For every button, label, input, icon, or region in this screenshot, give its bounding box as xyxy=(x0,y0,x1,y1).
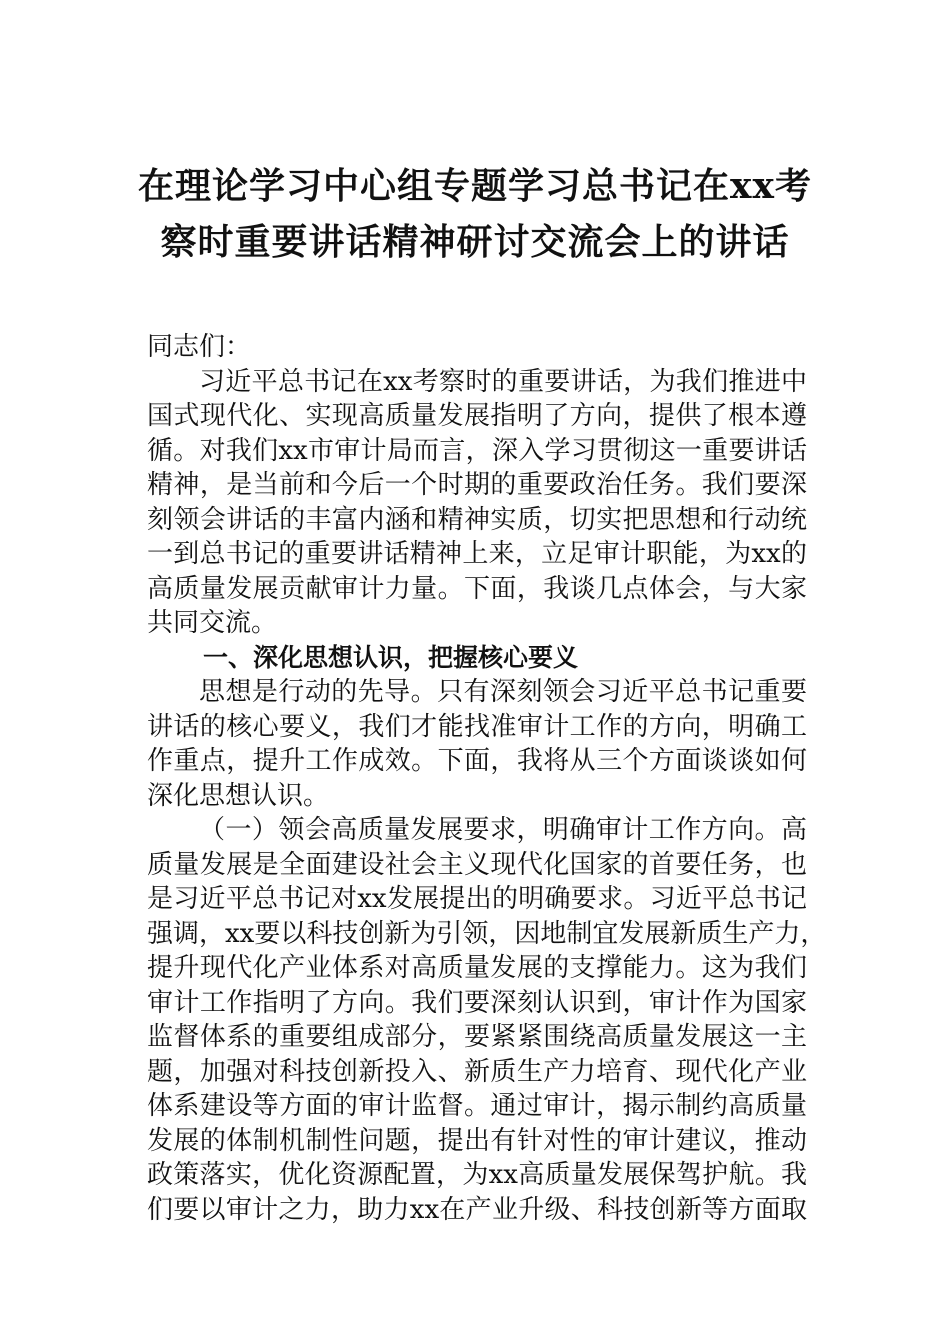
paragraph-line: 强调，xx要以科技创新为引领，因地制宜发展新质生产力， xyxy=(147,918,827,949)
section-paragraph xyxy=(147,675,807,813)
paragraph-line: 是习近平总书记对xx发展提出的明确要求。习近平总书记 xyxy=(147,884,807,914)
salutation: 同志们： xyxy=(147,332,252,362)
paragraph-line: 精神，是当前和今后一个时期的重要政治任务。我们要深 xyxy=(147,470,807,500)
section-paragraph xyxy=(147,813,827,1227)
paragraph-line: 一到总书记的重要讲话精神上来，立足审计职能，为xx的 xyxy=(147,539,807,569)
paragraph-line: （一）领会高质量发展要求，明确审计工作方向。高 xyxy=(199,815,807,845)
paragraph-line: 刻领会讲话的丰富内涵和精神实质，切实把思想和行动统 xyxy=(147,504,807,535)
paragraph-line: 共同交流。 xyxy=(147,608,278,638)
paragraph-line: 政策落实，优化资源配置，为xx高质量发展保驾护航。我 xyxy=(147,1160,807,1190)
paragraph-line: 审计工作指明了方向。我们要深刻认识到，审计作为国家 xyxy=(147,987,807,1018)
paragraph-line: 循。对我们xx市审计局而言，深入学习贯彻这一重要讲话 xyxy=(147,435,807,466)
document-title xyxy=(100,158,850,270)
paragraph-line: 发展的体制机制性问题，提出有针对性的审计建议，推动 xyxy=(147,1125,807,1156)
section-heading: 一、深化思想认识，把握核心要义 xyxy=(203,642,579,672)
paragraph-line: 体系建设等方面的审计监督。通过审计，揭示制约高质量 xyxy=(147,1091,807,1121)
paragraph-line: 监督体系的重要组成部分，要紧紧围绕高质量发展这一主 xyxy=(147,1022,807,1052)
paragraph-line: 习近平总书记在xx考察时的重要讲话，为我们推进中 xyxy=(199,366,807,397)
paragraph-line: 们要以审计之力，助力xx在产业升级、科技创新等方面取 xyxy=(147,1194,807,1225)
paragraph-line: 作重点，提升工作成效。下面，我将从三个方面谈谈如何 xyxy=(147,746,807,776)
paragraph-line: 思想是行动的先导。只有深刻领会习近平总书记重要 xyxy=(199,677,807,707)
intro-paragraph xyxy=(147,365,807,641)
paragraph-line: 提升现代化产业体系对高质量发展的支撑能力。这为我们 xyxy=(147,953,807,983)
title-line: 在理论学习中心组专题学习总书记在xx考 xyxy=(138,165,812,207)
paragraph-line: 题，加强对科技创新投入、新质生产力培育、现代化产业 xyxy=(147,1056,807,1087)
paragraph-line: 高质量发展贡献审计力量。下面，我谈几点体会，与大家 xyxy=(147,573,807,604)
paragraph-line: 讲话的核心要义，我们才能找准审计工作的方向，明确工 xyxy=(147,711,807,742)
document-body xyxy=(147,330,827,1227)
paragraph-line: 质量发展是全面建设社会主义现代化国家的首要任务，也 xyxy=(147,849,807,880)
paragraph-line: 国式现代化、实现高质量发展指明了方向，提供了根本遵 xyxy=(147,401,807,431)
paragraph-line: 深化思想认识。 xyxy=(147,780,330,811)
title-line: 察时重要讲话精神研讨交流会上的讲话 xyxy=(160,221,790,263)
